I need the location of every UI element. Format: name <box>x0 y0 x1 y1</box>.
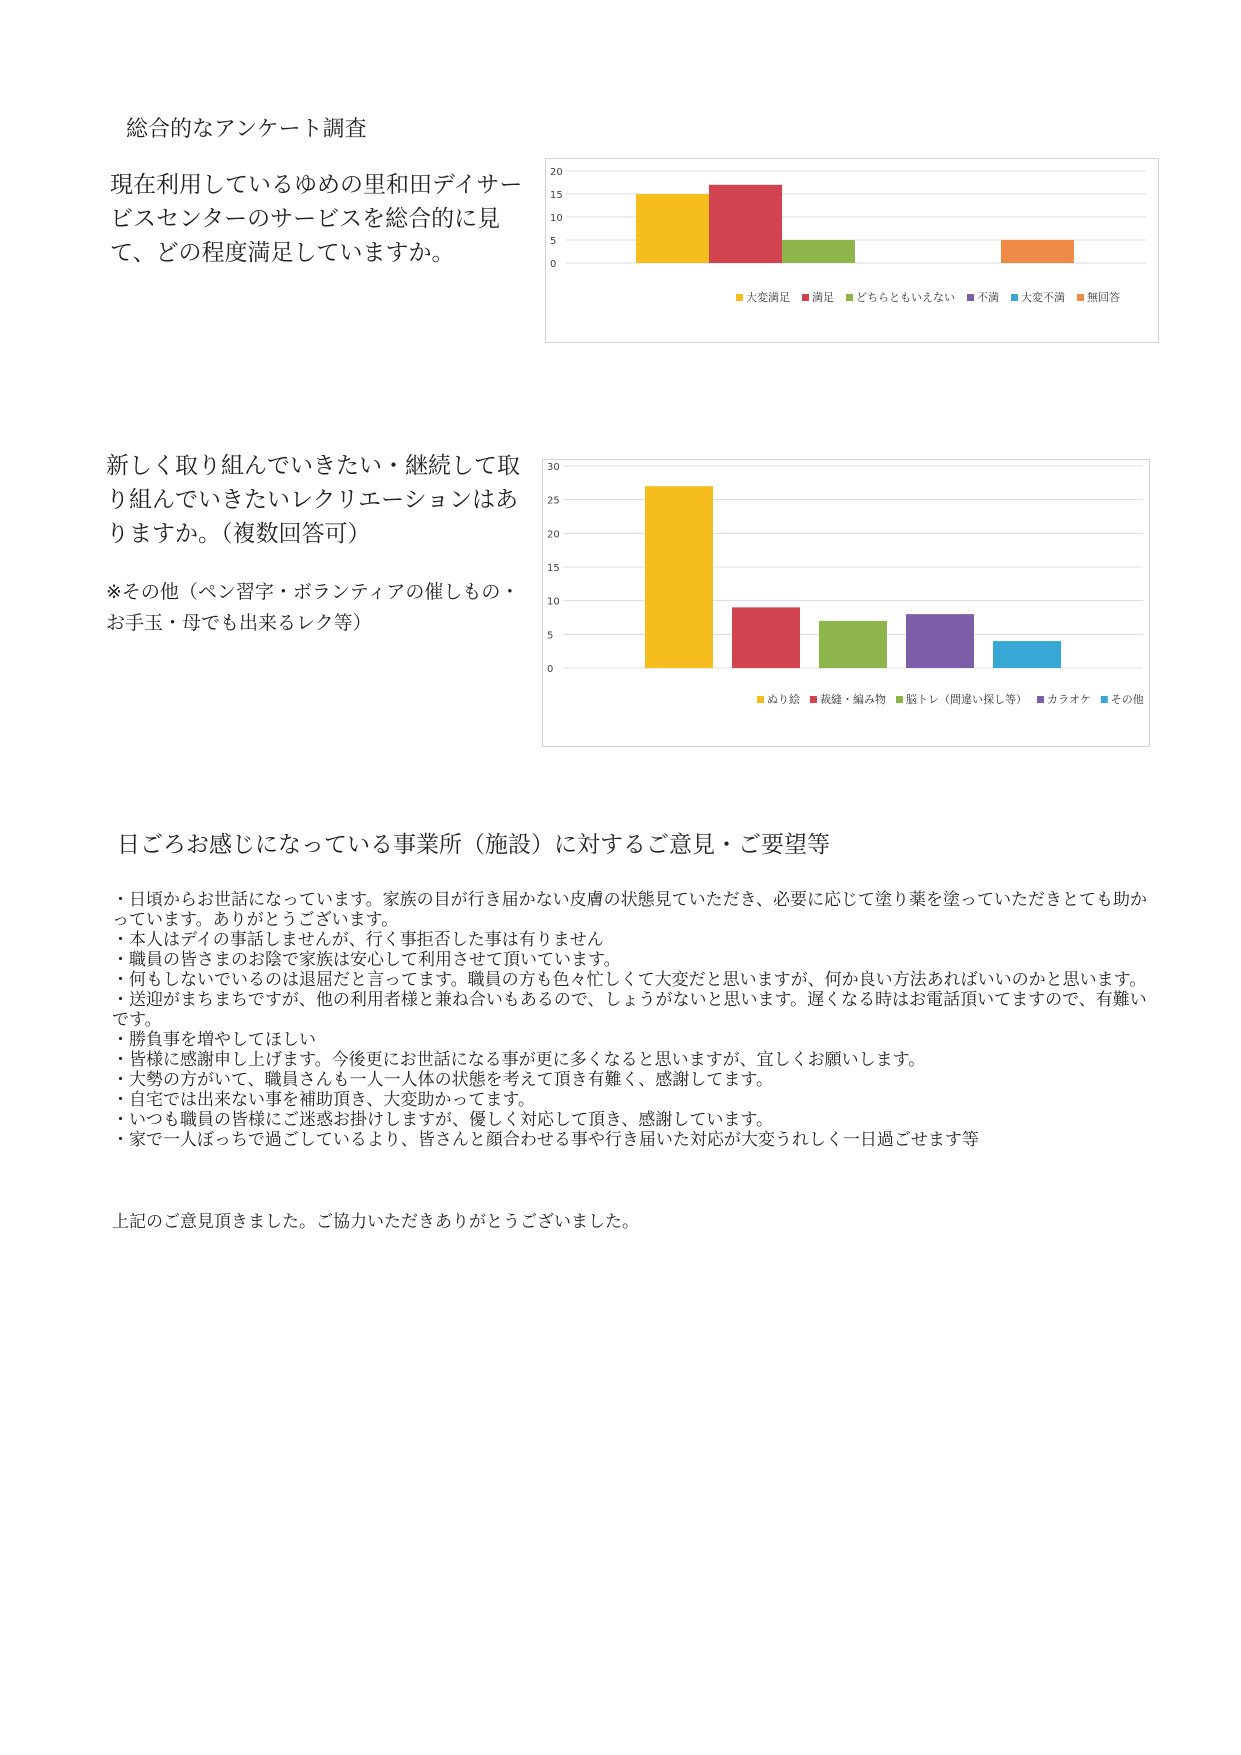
legend-label: 満足 <box>812 291 834 304</box>
satisfaction-chart-svg <box>546 159 1158 342</box>
comment-item: ・勝負事を増やしてほしい <box>112 1030 316 1050</box>
legend-label: 無回答 <box>1087 291 1120 304</box>
y-tick-label: 5 <box>550 236 557 247</box>
legend-label: 大変満足 <box>746 291 790 304</box>
bar <box>709 185 782 263</box>
comment-item: ・家で一人ぼっちで過ごしているより、皆さんと顔合わせる事や行き届いた対応が大変うれしく一日過ごせます等 <box>112 1130 979 1150</box>
y-tick-label: 0 <box>550 259 557 270</box>
comment-item: ・いつも職員の皆様にご迷惑お掛けしますが、優しく対応して頂き、感謝しています。 <box>112 1110 773 1130</box>
legend-label: 不満 <box>977 291 999 304</box>
y-tick-label: 5 <box>547 630 554 642</box>
y-tick-label: 20 <box>550 167 563 178</box>
legend-label: ぬり絵 <box>767 693 800 706</box>
y-tick-label: 10 <box>547 596 560 608</box>
y-tick-label: 30 <box>547 462 560 473</box>
legend-swatch <box>802 294 809 301</box>
y-tick-label: 20 <box>547 529 560 541</box>
legend-swatch <box>846 294 853 301</box>
comment-item: ・皆様に感謝申し上げます。今後更にお世話になる事が更に多くなると思いますが、宜しくお願いします。 <box>112 1050 926 1070</box>
comment-item: ・何もしないでいるのは退屈だと言ってます。職員の方も色々忙しくて大変だと思いますが、何か良い方法あればいいのかと思います。 <box>112 970 1147 990</box>
legend-label: 脳トレ（間違い探し等） <box>906 693 1027 706</box>
legend-swatch <box>967 294 974 301</box>
legend-label: カラオケ <box>1047 693 1091 706</box>
legend-swatch <box>1101 696 1108 703</box>
question-2-note: ※その他（ペン習字・ボランティアの催しもの・お手玉・母でも出来るレク等） <box>106 581 520 634</box>
question-1-text: 現在利用しているゆめの里和田デイサービスセンターのサービスを総合的に見て、どの程度満足していますか。 <box>110 172 523 266</box>
satisfaction-chart <box>545 158 1159 343</box>
y-tick-label: 25 <box>547 495 560 507</box>
legend-swatch <box>896 696 903 703</box>
page-title: 総合的なアンケート調査 <box>126 117 367 142</box>
recreation-chart-svg <box>543 460 1149 746</box>
legend-label: どちらともいえない <box>856 291 955 304</box>
legend-label: 裁縫・編み物 <box>820 693 886 706</box>
y-tick-label: 0 <box>547 664 554 675</box>
bar <box>636 194 709 263</box>
comment-item: ・日頃からお世話になっています。家族の目が行き届かない皮膚の状態見ていただき、必要に応じて塗り薬を塗っていただきとても助かっています。ありがとうございます。 <box>112 890 1147 930</box>
legend-label: 大変不満 <box>1021 291 1065 304</box>
legend-swatch <box>757 696 764 703</box>
bar <box>906 614 974 668</box>
comment-item: ・職員の皆さまのお陰で家族は安心して利用させて頂いています。 <box>112 950 621 970</box>
closing-text: 上記のご意見頂きました。ご協力いただきありがとうございました。 <box>112 1212 639 1232</box>
bar <box>1001 240 1074 263</box>
bar <box>645 486 713 668</box>
bar <box>993 641 1061 668</box>
bar <box>782 240 855 263</box>
legend-swatch <box>1077 294 1084 301</box>
comment-item: ・送迎がまちまちですが、他の利用者様と兼ね合いもあるので、しょうがないと思います。遅くなる時はお電話頂いてますので、有難いです。 <box>112 990 1147 1030</box>
comment-item: ・自宅では出来ない事を補助頂き、大変助かってます。 <box>112 1090 535 1110</box>
legend-swatch <box>810 696 817 703</box>
y-tick-label: 15 <box>550 190 563 201</box>
legend-swatch <box>1037 696 1044 703</box>
legend-swatch <box>1011 294 1018 301</box>
y-tick-label: 15 <box>547 563 560 574</box>
comment-item: ・本人はデイの事話しませんが、行く事拒否した事は有りません <box>112 930 604 950</box>
comments-heading: 日ごろお感じになっている事業所（施設）に対するご意見・ご要望等 <box>117 832 830 858</box>
comments-list <box>112 890 1157 1150</box>
y-tick-label: 10 <box>550 213 563 224</box>
question-2-text: 新しく取り組んでいきたい・継続して取り組んでいきたいレクリエーションはありますか。（複数回答可） <box>106 453 520 547</box>
bar <box>819 621 887 668</box>
legend-swatch <box>736 294 743 301</box>
legend-label: その他 <box>1110 693 1144 706</box>
comment-item: ・大勢の方がいて、職員さんも一人一人体の状態を考えて頂き有難く、感謝してます。 <box>112 1070 773 1090</box>
recreation-chart <box>542 459 1150 747</box>
bar <box>732 607 800 668</box>
